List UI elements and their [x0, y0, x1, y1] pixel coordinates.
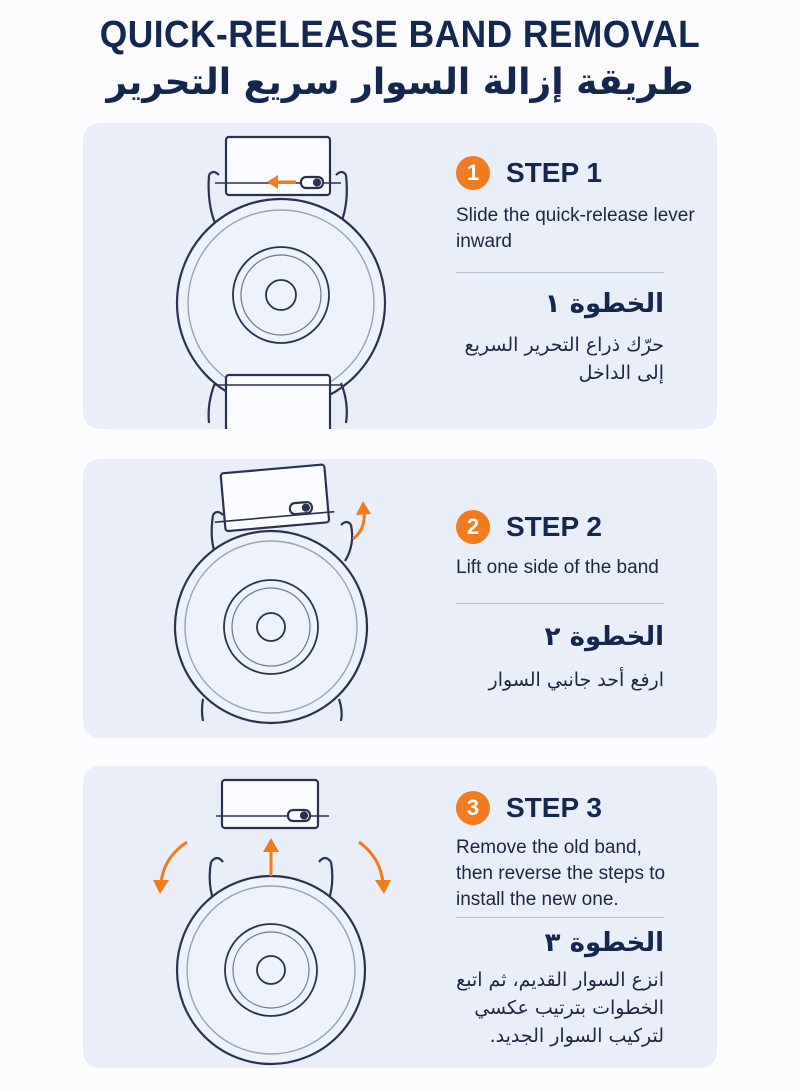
- step-2-label: STEP 2: [506, 511, 602, 542]
- step-2-heading: [456, 507, 602, 547]
- step-3-card: [83, 766, 717, 1068]
- step-3-description: Remove the old band, then reverse the steps to install the new one.: [456, 837, 666, 910]
- step-2-divider: [456, 603, 664, 604]
- arrow-up-curved-icon: [353, 501, 371, 539]
- step-2-card: [83, 459, 717, 738]
- step-3-divider: [456, 917, 664, 918]
- step-2-watch-illustration: [83, 459, 443, 738]
- step-1-label-arabic: الخطوة ١: [544, 289, 664, 319]
- step-3-label-arabic: الخطوة ٣: [544, 928, 664, 958]
- step-1-description-arabic: حرّك ذراع التحرير السريع إلى الداخل: [464, 334, 664, 384]
- step-3-label: STEP 3: [506, 792, 602, 823]
- step-3-description-arabic: انزع السوار القديم، ثم اتبع الخطوات بترتيب عكسي لتركيب السوار الجديد.: [456, 969, 664, 1047]
- step-1-divider: [456, 272, 664, 273]
- page-title-arabic: طريقة إزالة السوار سريع التحرير: [106, 62, 694, 103]
- step-3-watch-illustration: [83, 766, 443, 1068]
- step-2-number-badge: 2: [456, 510, 490, 544]
- step-1-card: [83, 123, 717, 429]
- step-1-label: STEP 1: [506, 157, 602, 188]
- step-1-heading: [456, 153, 602, 193]
- step-2-description-arabic: ارفع أحد جانبي السوار: [488, 669, 664, 691]
- step-1-description: Slide the quick-release lever inward: [456, 205, 695, 252]
- page-title: QUICK-RELEASE BAND REMOVAL: [99, 14, 701, 56]
- step-2-label-arabic: الخطوة ٢: [544, 622, 664, 652]
- step-1-watch-illustration: [83, 123, 443, 429]
- step-3-number-badge: 3: [456, 791, 490, 825]
- step-1-number-badge: 1: [456, 156, 490, 190]
- step-3-heading: [456, 788, 602, 828]
- step-2-description: Lift one side of the band: [456, 557, 659, 578]
